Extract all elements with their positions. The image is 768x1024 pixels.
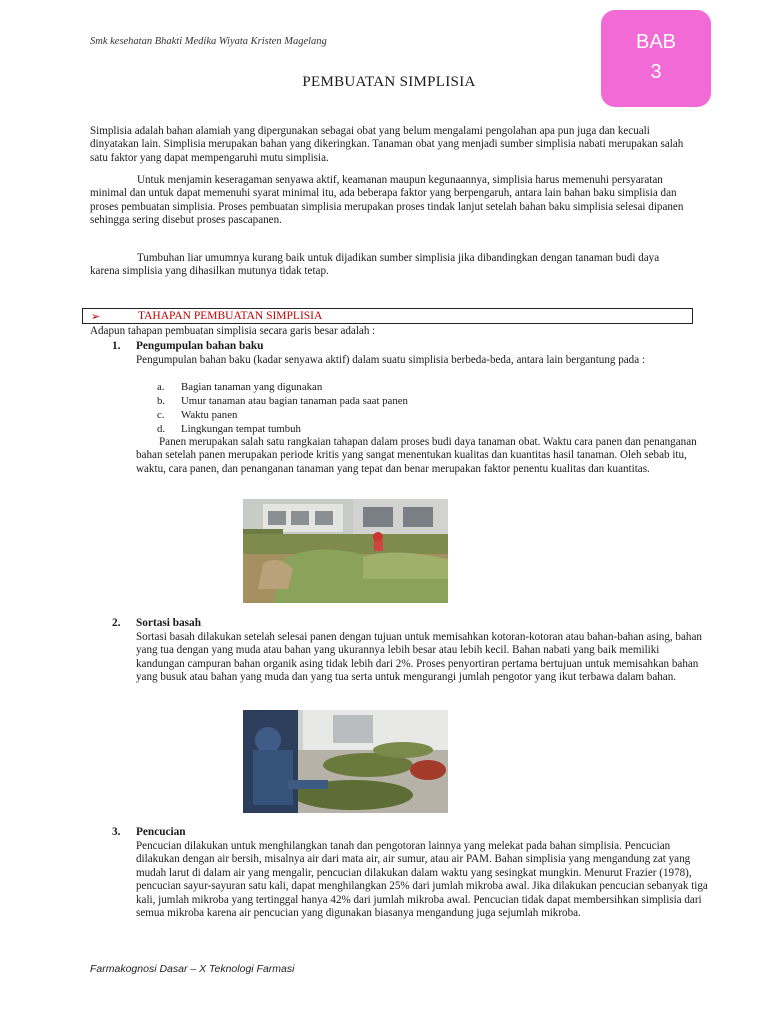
step-1-number: 1. [112,340,121,352]
step-2-text: Sortasi basah dilakukan setelah selesai panen dengan tujuan untuk memisahkan kotoran-kotoran atau bahan-bahan asing, bahan yang tua dengan yang muda atau bahan yang ukurannya lebih besar atau lebih kecil. Bahan nabati yang baik memiliki kandungan campuran bahan organik asing tidak lebih dari 2%. Proses penyortiran pertama bertujuan untuk memisahkan bahan yang busuk atau bahan yang muda dan yang tua serta untuk mengurangi jumlah pengotor yang ikut terbawa dalam bahan. [136,631,702,684]
step-3-text: Pencucian dilakukan untuk menghilangkan tanah dan pengotoran lainnya yang melekat pada bahan simplisia. Pencucian dilakukan dengan air bersih, misalnya air dari mata air, air sumur, atau air PAM. Bahan simplisia yang mengandung zat yang mudah larut di dalam air yang mengalir, pencucian dilakukan dalam waktu yang sesingkat mungkin. Menurut Frazier (1978), pencucian sayur-sayuran satu kali, dapat menghilangkan 25% dari jumlah mikroba awal. Jika dilakukan pencucian sebanyak tiga kali, jumlah mikroba yang tertinggal hanya 42% dari jumlah mikroba awal. Pencucian tidak dapat membersihkan simplisia dari semua mikroba karena air pencucian yang digunakan biasanya mengandung juga sejumlah mikroba. [136,840,708,920]
subitem-letter: c. [157,409,165,421]
intro-paragraph-1: Simplisia adalah bahan alamiah yang dipergunakan sebagai obat yang belum mengalami pengolahan apa pun juga dan kecuali dinyatakan lain. Simplisia merupakan bahan yang dikeringkan. Tanaman obat yang menjadi sumber simplisia nabati merupakan salah satu faktor yang dapat mempengaruhi mutu simplisia. [90,125,684,164]
step-3-number: 3. [112,826,121,838]
chapter-badge [601,10,711,107]
subitem-letter: b. [157,395,166,407]
intro-paragraph-3: Tumbuhan liar umumnya kurang baik untuk dijadikan sumber simplisia jika dibandingkan dengan tanaman budi daya karena simplisia yang dihasilkan mutunya tidak tetap. [90,252,660,278]
subitem-text: Bagian tanaman yang digunakan [181,381,323,393]
step-3-title: Pencucian [136,826,186,838]
section-title: TAHAPAN PEMBUATAN SIMPLISIA [138,310,323,322]
page-title: PEMBUATAN SIMPLISIA [302,74,476,90]
section-lead: Adapun tahapan pembuatan simplisia secara garis besar adalah : [90,325,376,337]
section-heading [82,308,693,324]
harvest-photo [243,499,448,603]
step-1-text: Pengumpulan bahan baku (kadar senyawa aktif) dalam suatu simplisia berbeda-beda, antara lain bergantung pada : [136,354,646,366]
subitem-text: Waktu panen [181,409,238,421]
intro-paragraph-2: Untuk menjamin keseragaman senyawa aktif, keamanan maupun kegunaannya, simplisia harus memenuhi persyaratan minimal dan untuk dapat memenuhi syarat minimal itu, ada beberapa faktor yang berpengaruh, antara lain bahan baku simplisia dan proses pembuatan simplisia. Proses pembuatan simplisia merupakan proses tindak lanjut setelah bahan baku simplisia selesai dipanen sehingga sering disebut proses pascapanen. [90,174,684,227]
chapter-number: 3 [650,61,662,83]
school-header: Smk kesehatan Bhakti Medika Wiyata Kristen Magelang [90,36,327,47]
arrow-bullet-icon: ➢ [91,310,101,323]
step-1-text-2: Panen merupakan salah satu rangkaian tahapan dalam proses budi daya tanaman obat. Waktu cara panen dan penanganan bahan setelah panen merupakan periode kritis yang sangat menentukan kualitas dan kuantitas hasil tanaman. Oleh sebab itu, waktu, cara panen, dan penanganan tanaman yang tepat dan benar merupakan faktor penentu kualitas dan kuantitas. [136,436,697,475]
sorting-photo [243,710,448,813]
subitem-text: Umur tanaman atau bagian tanaman pada saat panen [181,395,408,407]
step-1-title: Pengumpulan bahan baku [136,340,264,352]
subitem-text: Lingkungan tempat tumbuh [181,423,301,435]
step-2-title: Sortasi basah [136,617,201,629]
chapter-label: BAB [635,31,677,53]
subitem-letter: a. [157,381,165,393]
page-footer: Farmakognosi Dasar – X Teknologi Farmasi [90,963,295,975]
step-2-number: 2. [112,617,121,629]
subitem-letter: d. [157,423,166,435]
